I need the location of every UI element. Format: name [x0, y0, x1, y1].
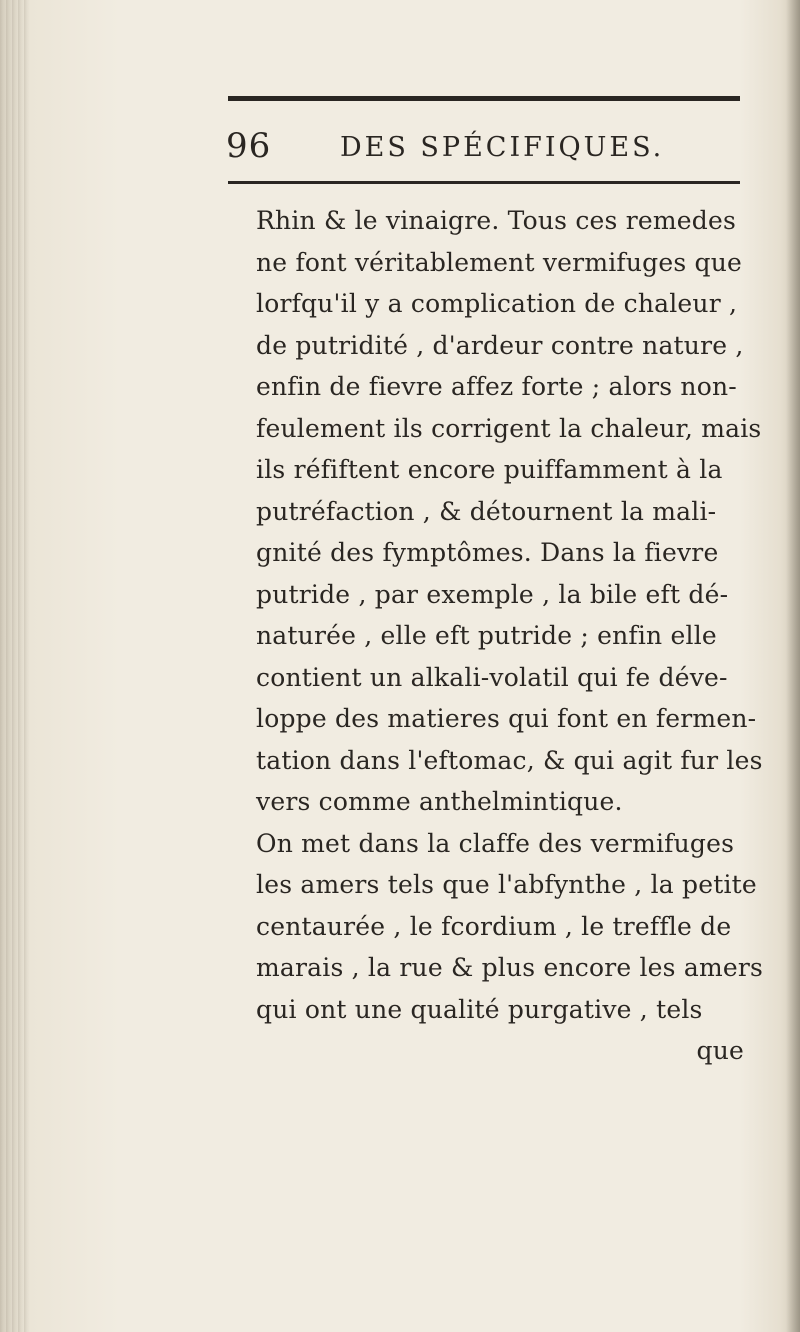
text-line: feulement ils corrigent la chaleur, mais [256, 413, 762, 443]
page-number: 96 [226, 126, 272, 166]
page-edge-shadow [786, 0, 800, 1332]
text-line: naturée , elle eft putride ; enfin elle [256, 621, 717, 650]
text-line: vers comme anthelmintique. [256, 787, 623, 816]
text-line: les amers tels que l'abfynthe , la petite [256, 870, 757, 899]
text-line: ne font véritablement vermifuges que [256, 247, 743, 277]
text-line: lorfqu'il y a complication de chaleur , [256, 289, 738, 318]
text-line: putréfaction , & détournent la mali- [256, 496, 717, 526]
text-line: On met dans la claffe des vermifuges [256, 828, 735, 858]
running-title: DES SPÉCIFIQUES. [340, 132, 665, 163]
text-line: tation dans l'eftomac, & qui agit fur les [256, 745, 763, 775]
text-line: centaurée , le fcordium , le treffle de [256, 911, 732, 941]
text-line: ils réfiftent encore puiffamment à la [256, 455, 723, 484]
text-line: gnité des fymptômes. Dans la fievre [256, 538, 719, 567]
text-line: putride , par exemple , la bile eft dé- [256, 579, 729, 609]
text-line: enfin de fievre affez forte ; alors non- [256, 372, 737, 401]
text-line: qui ont une qualité purgative , tels [256, 994, 703, 1024]
catchword: que [696, 1036, 744, 1065]
text-line: contient un alkali-volatil qui fe déve- [256, 662, 728, 692]
text-line: Rhin & le vinaigre. Tous ces remedes [256, 206, 736, 235]
header-rule-top [228, 96, 740, 101]
text-line: loppe des matieres qui font en fermen- [256, 704, 757, 733]
page-header [226, 126, 746, 174]
text-line: marais , la rue & plus encore les amers [256, 953, 764, 982]
text-line: de putridité , d'ardeur contre nature , [256, 330, 744, 360]
page-gutter-shadow [0, 0, 30, 1332]
body-text [256, 200, 764, 1072]
header-rule-bottom [228, 181, 740, 184]
